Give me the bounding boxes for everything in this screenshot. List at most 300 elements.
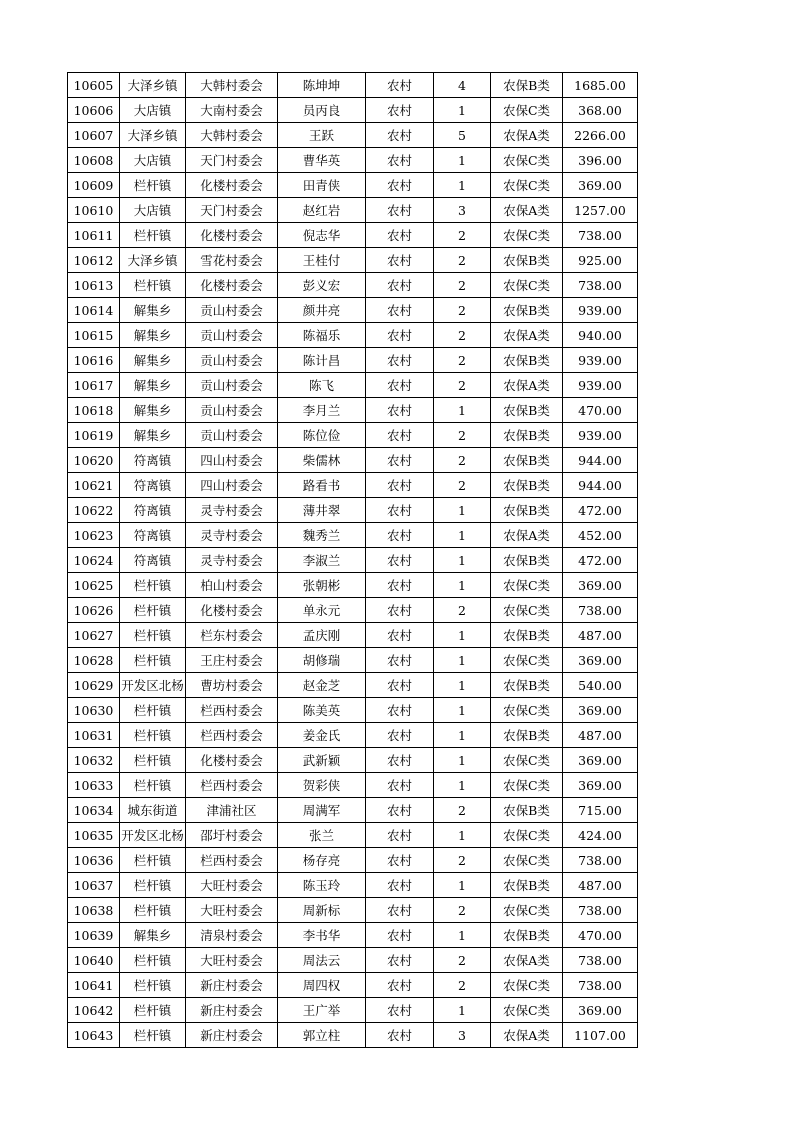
cell-record-id: 10636 [68,848,120,873]
cell-area-type: 农村 [366,548,434,573]
table-row [68,523,638,548]
cell-person-name: 员丙良 [278,98,366,123]
cell-person-name: 赵红岩 [278,198,366,223]
cell-amount: 369.00 [563,773,638,798]
table-row [68,223,638,248]
cell-amount: 487.00 [563,873,638,898]
cell-household-count: 4 [434,73,491,98]
table-row [68,98,638,123]
cell-area-type: 农村 [366,73,434,98]
cell-insurance-category: 农保C类 [491,848,563,873]
cell-area-type: 农村 [366,973,434,998]
table-row [68,873,638,898]
cell-village-committee: 大韩村委会 [186,73,278,98]
cell-insurance-category: 农保C类 [491,173,563,198]
cell-amount: 487.00 [563,623,638,648]
cell-village-committee: 灵寺村委会 [186,498,278,523]
cell-area-type: 农村 [366,473,434,498]
cell-record-id: 10643 [68,1023,120,1048]
cell-record-id: 10635 [68,823,120,848]
cell-record-id: 10638 [68,898,120,923]
cell-person-name: 赵金芝 [278,673,366,698]
cell-area-type: 农村 [366,373,434,398]
cell-insurance-category: 农保B类 [491,673,563,698]
cell-record-id: 10640 [68,948,120,973]
cell-township: 栏杆镇 [120,973,186,998]
cell-area-type: 农村 [366,648,434,673]
cell-person-name: 王跃 [278,123,366,148]
cell-township: 解集乡 [120,398,186,423]
cell-township: 符离镇 [120,548,186,573]
cell-household-count: 2 [434,598,491,623]
cell-village-committee: 灵寺村委会 [186,523,278,548]
cell-area-type: 农村 [366,198,434,223]
table-row [68,1023,638,1048]
cell-record-id: 10630 [68,698,120,723]
cell-person-name: 柴儒林 [278,448,366,473]
cell-insurance-category: 农保A类 [491,323,563,348]
cell-township: 栏杆镇 [120,698,186,723]
cell-township: 栏杆镇 [120,223,186,248]
cell-township: 栏杆镇 [120,623,186,648]
cell-village-committee: 四山村委会 [186,473,278,498]
cell-record-id: 10626 [68,598,120,623]
cell-township: 栏杆镇 [120,998,186,1023]
cell-person-name: 李淑兰 [278,548,366,573]
cell-village-committee: 大旺村委会 [186,873,278,898]
cell-insurance-category: 农保B类 [491,623,563,648]
cell-amount: 944.00 [563,473,638,498]
cell-insurance-category: 农保C类 [491,148,563,173]
cell-record-id: 10608 [68,148,120,173]
cell-record-id: 10605 [68,73,120,98]
cell-insurance-category: 农保C类 [491,573,563,598]
cell-village-committee: 贡山村委会 [186,373,278,398]
cell-village-committee: 化楼村委会 [186,273,278,298]
cell-amount: 939.00 [563,373,638,398]
cell-township: 解集乡 [120,348,186,373]
cell-village-committee: 大旺村委会 [186,898,278,923]
cell-township: 解集乡 [120,298,186,323]
cell-insurance-category: 农保C类 [491,698,563,723]
cell-record-id: 10639 [68,923,120,948]
cell-township: 栏杆镇 [120,173,186,198]
cell-amount: 369.00 [563,698,638,723]
cell-household-count: 2 [434,423,491,448]
cell-township: 开发区北杨 [120,673,186,698]
cell-village-committee: 清泉村委会 [186,923,278,948]
table-row [68,573,638,598]
cell-person-name: 武新颖 [278,748,366,773]
cell-area-type: 农村 [366,323,434,348]
cell-insurance-category: 农保B类 [491,298,563,323]
cell-township: 栏杆镇 [120,598,186,623]
cell-record-id: 10619 [68,423,120,448]
table-row [68,948,638,973]
cell-insurance-category: 农保A类 [491,123,563,148]
cell-insurance-category: 农保C类 [491,773,563,798]
cell-record-id: 10610 [68,198,120,223]
cell-household-count: 2 [434,973,491,998]
cell-amount: 487.00 [563,723,638,748]
cell-person-name: 陈玉玲 [278,873,366,898]
cell-area-type: 农村 [366,898,434,923]
cell-insurance-category: 农保C类 [491,748,563,773]
cell-household-count: 3 [434,198,491,223]
cell-village-committee: 曹坊村委会 [186,673,278,698]
cell-area-type: 农村 [366,98,434,123]
cell-insurance-category: 农保C类 [491,823,563,848]
cell-village-committee: 贡山村委会 [186,348,278,373]
cell-area-type: 农村 [366,798,434,823]
cell-village-committee: 化楼村委会 [186,223,278,248]
cell-village-committee: 柏山村委会 [186,573,278,598]
cell-person-name: 颜井亮 [278,298,366,323]
cell-record-id: 10627 [68,623,120,648]
cell-village-committee: 新庄村委会 [186,998,278,1023]
cell-amount: 738.00 [563,848,638,873]
cell-amount: 1107.00 [563,1023,638,1048]
cell-insurance-category: 农保B类 [491,548,563,573]
cell-record-id: 10607 [68,123,120,148]
table-row [68,748,638,773]
cell-record-id: 10625 [68,573,120,598]
cell-record-id: 10629 [68,673,120,698]
cell-village-committee: 新庄村委会 [186,973,278,998]
cell-insurance-category: 农保B类 [491,498,563,523]
cell-household-count: 1 [434,623,491,648]
cell-township: 栏杆镇 [120,773,186,798]
cell-township: 栏杆镇 [120,573,186,598]
cell-insurance-category: 农保A类 [491,373,563,398]
cell-household-count: 3 [434,1023,491,1048]
cell-area-type: 农村 [366,248,434,273]
cell-insurance-category: 农保A类 [491,948,563,973]
cell-person-name: 李月兰 [278,398,366,423]
cell-village-committee: 贡山村委会 [186,298,278,323]
cell-person-name: 王广举 [278,998,366,1023]
cell-household-count: 1 [434,873,491,898]
table-row [68,773,638,798]
cell-person-name: 路看书 [278,473,366,498]
records-table [67,72,638,1048]
cell-amount: 939.00 [563,298,638,323]
cell-insurance-category: 农保B类 [491,348,563,373]
cell-village-committee: 四山村委会 [186,448,278,473]
cell-record-id: 10628 [68,648,120,673]
cell-amount: 424.00 [563,823,638,848]
cell-area-type: 农村 [366,573,434,598]
table-row [68,998,638,1023]
table-row [68,798,638,823]
cell-household-count: 2 [434,348,491,373]
cell-record-id: 10613 [68,273,120,298]
cell-amount: 939.00 [563,423,638,448]
cell-person-name: 周四权 [278,973,366,998]
cell-record-id: 10622 [68,498,120,523]
cell-household-count: 2 [434,448,491,473]
table-row [68,123,638,148]
cell-village-committee: 大旺村委会 [186,948,278,973]
table-row [68,473,638,498]
cell-insurance-category: 农保B类 [491,873,563,898]
cell-village-committee: 化楼村委会 [186,173,278,198]
cell-record-id: 10609 [68,173,120,198]
cell-village-committee: 化楼村委会 [186,598,278,623]
cell-insurance-category: 农保C类 [491,998,563,1023]
cell-person-name: 彭义宏 [278,273,366,298]
cell-township: 栏杆镇 [120,873,186,898]
cell-amount: 470.00 [563,398,638,423]
cell-household-count: 1 [434,173,491,198]
cell-amount: 1685.00 [563,73,638,98]
cell-household-count: 1 [434,548,491,573]
cell-record-id: 10633 [68,773,120,798]
cell-area-type: 农村 [366,723,434,748]
table-row [68,173,638,198]
cell-household-count: 1 [434,923,491,948]
cell-insurance-category: 农保B类 [491,923,563,948]
cell-insurance-category: 农保B类 [491,248,563,273]
cell-amount: 396.00 [563,148,638,173]
cell-person-name: 贺彩侠 [278,773,366,798]
cell-household-count: 1 [434,573,491,598]
cell-area-type: 农村 [366,273,434,298]
cell-person-name: 姜金氏 [278,723,366,748]
cell-person-name: 周满军 [278,798,366,823]
cell-amount: 369.00 [563,173,638,198]
cell-township: 城东街道 [120,798,186,823]
cell-township: 解集乡 [120,423,186,448]
table-row [68,273,638,298]
cell-person-name: 郭立柱 [278,1023,366,1048]
cell-village-committee: 津浦社区 [186,798,278,823]
cell-village-committee: 栏西村委会 [186,698,278,723]
cell-village-committee: 化楼村委会 [186,748,278,773]
cell-record-id: 10621 [68,473,120,498]
cell-record-id: 10612 [68,248,120,273]
cell-village-committee: 新庄村委会 [186,1023,278,1048]
cell-village-committee: 大韩村委会 [186,123,278,148]
cell-household-count: 2 [434,898,491,923]
table-row [68,448,638,473]
cell-record-id: 10620 [68,448,120,473]
cell-amount: 738.00 [563,598,638,623]
cell-township: 栏杆镇 [120,748,186,773]
cell-area-type: 农村 [366,823,434,848]
cell-township: 解集乡 [120,923,186,948]
cell-area-type: 农村 [366,948,434,973]
cell-insurance-category: 农保B类 [491,798,563,823]
table-row [68,723,638,748]
cell-village-committee: 栏西村委会 [186,773,278,798]
cell-household-count: 1 [434,498,491,523]
cell-person-name: 陈飞 [278,373,366,398]
cell-person-name: 田青侠 [278,173,366,198]
cell-township: 解集乡 [120,323,186,348]
table-row [68,198,638,223]
cell-insurance-category: 农保C类 [491,223,563,248]
cell-township: 大泽乡镇 [120,123,186,148]
cell-person-name: 单永元 [278,598,366,623]
cell-area-type: 农村 [366,698,434,723]
cell-insurance-category: 农保C类 [491,273,563,298]
cell-person-name: 薄井翠 [278,498,366,523]
cell-area-type: 农村 [366,873,434,898]
cell-amount: 738.00 [563,973,638,998]
cell-record-id: 10637 [68,873,120,898]
cell-record-id: 10606 [68,98,120,123]
table-row [68,373,638,398]
cell-person-name: 李书华 [278,923,366,948]
cell-household-count: 2 [434,323,491,348]
table-row [68,323,638,348]
cell-village-committee: 贡山村委会 [186,423,278,448]
cell-village-committee: 王庄村委会 [186,648,278,673]
cell-record-id: 10614 [68,298,120,323]
cell-person-name: 曹华英 [278,148,366,173]
cell-township: 栏杆镇 [120,848,186,873]
cell-insurance-category: 农保A类 [491,1023,563,1048]
cell-village-committee: 雪花村委会 [186,248,278,273]
cell-record-id: 10624 [68,548,120,573]
table-row [68,348,638,373]
cell-amount: 940.00 [563,323,638,348]
cell-township: 栏杆镇 [120,948,186,973]
cell-person-name: 杨存亮 [278,848,366,873]
cell-township: 符离镇 [120,448,186,473]
cell-amount: 939.00 [563,348,638,373]
cell-person-name: 王桂付 [278,248,366,273]
cell-record-id: 10631 [68,723,120,748]
cell-household-count: 1 [434,773,491,798]
cell-household-count: 1 [434,148,491,173]
cell-village-committee: 栏西村委会 [186,723,278,748]
cell-household-count: 2 [434,298,491,323]
cell-area-type: 农村 [366,223,434,248]
cell-person-name: 陈坤坤 [278,73,366,98]
cell-area-type: 农村 [366,348,434,373]
cell-household-count: 1 [434,98,491,123]
cell-record-id: 10632 [68,748,120,773]
cell-record-id: 10618 [68,398,120,423]
cell-township: 大店镇 [120,198,186,223]
cell-area-type: 农村 [366,123,434,148]
cell-amount: 2266.00 [563,123,638,148]
cell-household-count: 5 [434,123,491,148]
cell-amount: 369.00 [563,748,638,773]
cell-area-type: 农村 [366,923,434,948]
table-row [68,823,638,848]
cell-record-id: 10642 [68,998,120,1023]
cell-amount: 1257.00 [563,198,638,223]
cell-village-committee: 天门村委会 [186,148,278,173]
cell-household-count: 1 [434,673,491,698]
cell-person-name: 陈位俭 [278,423,366,448]
cell-area-type: 农村 [366,998,434,1023]
cell-person-name: 魏秀兰 [278,523,366,548]
cell-insurance-category: 农保B类 [491,398,563,423]
cell-household-count: 2 [434,948,491,973]
cell-township: 栏杆镇 [120,648,186,673]
cell-amount: 925.00 [563,248,638,273]
cell-person-name: 周法云 [278,948,366,973]
table-row [68,148,638,173]
cell-household-count: 1 [434,723,491,748]
cell-township: 符离镇 [120,523,186,548]
cell-household-count: 2 [434,798,491,823]
cell-area-type: 农村 [366,773,434,798]
cell-area-type: 农村 [366,298,434,323]
cell-area-type: 农村 [366,498,434,523]
cell-amount: 452.00 [563,523,638,548]
cell-area-type: 农村 [366,523,434,548]
cell-amount: 540.00 [563,673,638,698]
cell-household-count: 2 [434,273,491,298]
cell-insurance-category: 农保A类 [491,198,563,223]
cell-person-name: 倪志华 [278,223,366,248]
cell-person-name: 张朝彬 [278,573,366,598]
cell-insurance-category: 农保C类 [491,98,563,123]
table-row [68,648,638,673]
cell-insurance-category: 农保C类 [491,648,563,673]
cell-area-type: 农村 [366,1023,434,1048]
cell-township: 大泽乡镇 [120,73,186,98]
table-row [68,698,638,723]
cell-amount: 368.00 [563,98,638,123]
cell-insurance-category: 农保B类 [491,423,563,448]
cell-person-name: 陈福乐 [278,323,366,348]
cell-amount: 369.00 [563,573,638,598]
cell-insurance-category: 农保C类 [491,973,563,998]
cell-amount: 738.00 [563,223,638,248]
cell-household-count: 2 [434,473,491,498]
cell-household-count: 1 [434,523,491,548]
cell-area-type: 农村 [366,398,434,423]
cell-area-type: 农村 [366,598,434,623]
cell-village-committee: 贡山村委会 [186,398,278,423]
cell-insurance-category: 农保B类 [491,473,563,498]
table-row [68,423,638,448]
cell-amount: 738.00 [563,273,638,298]
cell-household-count: 1 [434,398,491,423]
cell-person-name: 陈计昌 [278,348,366,373]
cell-person-name: 胡修瑞 [278,648,366,673]
cell-amount: 944.00 [563,448,638,473]
cell-record-id: 10634 [68,798,120,823]
cell-township: 开发区北杨 [120,823,186,848]
cell-township: 栏杆镇 [120,723,186,748]
cell-household-count: 1 [434,748,491,773]
cell-household-count: 2 [434,248,491,273]
cell-area-type: 农村 [366,448,434,473]
cell-area-type: 农村 [366,148,434,173]
table-row [68,548,638,573]
cell-record-id: 10617 [68,373,120,398]
cell-household-count: 2 [434,223,491,248]
cell-insurance-category: 农保C类 [491,598,563,623]
cell-insurance-category: 农保B类 [491,73,563,98]
cell-person-name: 陈美英 [278,698,366,723]
cell-village-committee: 灵寺村委会 [186,548,278,573]
cell-household-count: 2 [434,848,491,873]
cell-record-id: 10616 [68,348,120,373]
cell-insurance-category: 农保B类 [491,448,563,473]
cell-township: 栏杆镇 [120,273,186,298]
table-row [68,973,638,998]
cell-amount: 738.00 [563,898,638,923]
cell-village-committee: 栏东村委会 [186,623,278,648]
